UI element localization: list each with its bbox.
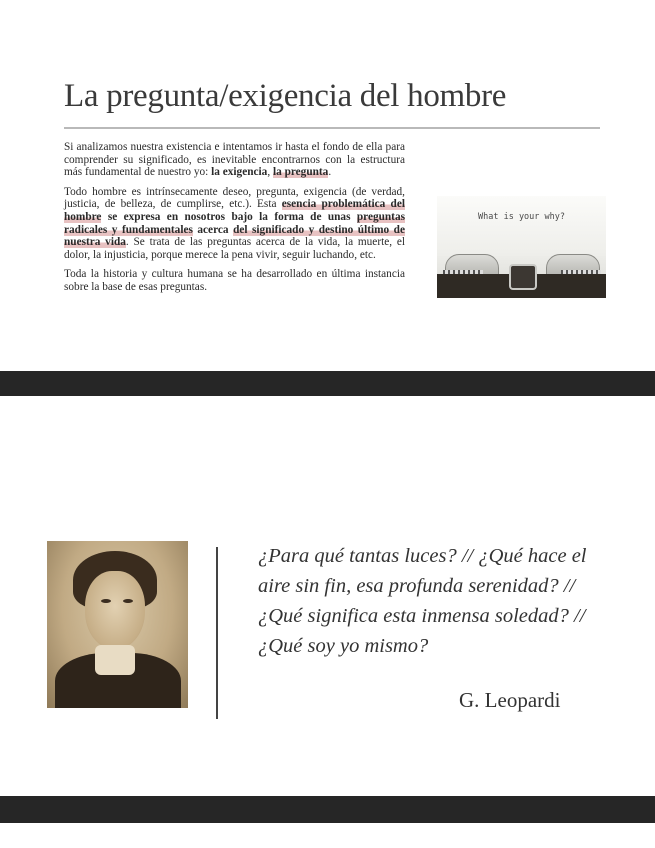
- paragraph-2-text-2: . Se trata de las preguntas acerca de la vida, la muerte, el dolor, la injusticia, porque merece la pena vivir, seguir luchando, etc.: [64, 236, 405, 261]
- slide-1: [0, 0, 655, 370]
- portrait-eye-left: [101, 599, 111, 603]
- title-divider: [64, 127, 600, 129]
- leopardi-portrait: [47, 541, 188, 708]
- quote-author: G. Leopardi: [459, 688, 561, 712]
- paragraph-1-text: Si analizamos nuestra existencia e intentamos ir hasta el fondo de ella para comprender su significado, es inevitable encontrarnos con la estructura más fundamental de nuestro yo:: [64, 141, 405, 179]
- separator-band-bottom: [0, 796, 655, 823]
- separator-band-top: [0, 371, 655, 396]
- portrait-eye-right: [123, 599, 133, 603]
- portrait-face: [85, 571, 145, 649]
- paragraph-1: [64, 141, 405, 179]
- portrait-collar: [95, 645, 135, 675]
- paragraph-3: Toda la historia y cultura humana se ha desarrollado en última instancia sobre la base de esas preguntas.: [64, 268, 405, 293]
- highlight-esencia: esencia problemática del hombre: [64, 198, 405, 223]
- body-text: [64, 141, 405, 301]
- paragraph-2: [64, 186, 405, 262]
- page-title: La pregunta/exigencia del hombre: [64, 78, 507, 114]
- typewriter-paper: [437, 196, 606, 256]
- paragraph-2-bold-acerca: acerca: [192, 223, 234, 236]
- highlight-exigencia: la exigencia: [211, 166, 268, 179]
- typewriter-hub: [509, 264, 537, 290]
- leopardi-quote: ¿Para qué tantas luces? // ¿Qué hace el aire sin fin, esa profunda serenidad? // ¿Qué significa esta inmensa soledad? // ¿Qué soy yo mismo?: [258, 545, 587, 657]
- paragraph-2-text-1: Todo hombre es intrínsecamente deseo, pregunta, exigencia (de verdad, justicia, de belleza, de cumplirse, etc.). Esta: [64, 185, 405, 211]
- typed-text: What is your why?: [478, 212, 565, 222]
- separator: ,: [267, 166, 273, 179]
- quote-divider: [216, 547, 218, 719]
- highlight-pregunta: la pregunta: [272, 166, 329, 179]
- paragraph-1-end: .: [328, 166, 332, 179]
- paragraph-2-bold-text: se expresa en nosotros bajo la forma de unas: [101, 210, 357, 223]
- highlight-preguntas: preguntas radicales y fundamentales: [64, 210, 405, 236]
- typewriter-image: [437, 196, 606, 298]
- highlight-significado: del significado y destino último de nuestra vida: [64, 223, 405, 249]
